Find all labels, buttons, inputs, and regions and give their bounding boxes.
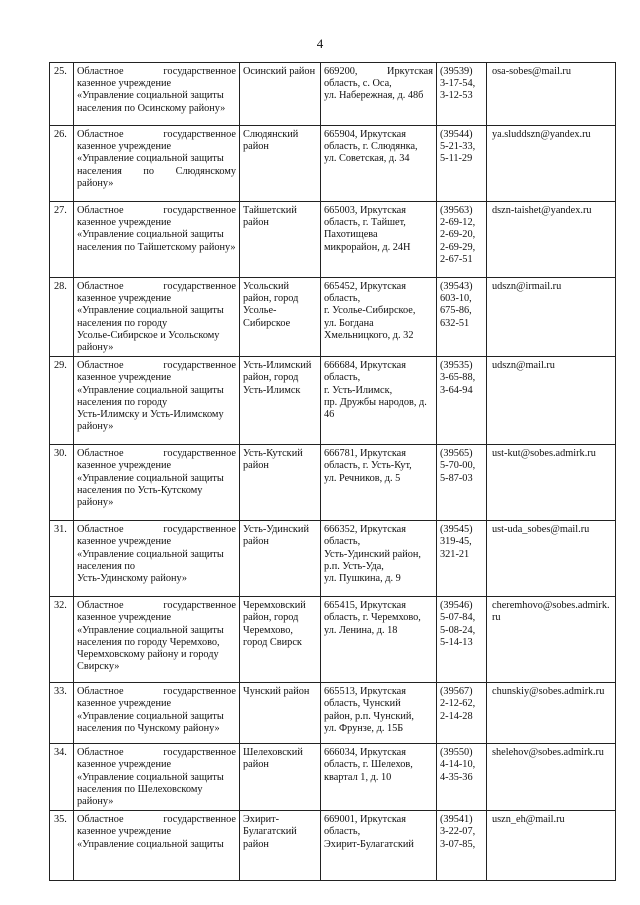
phone-line: 5-11-29: [440, 153, 473, 165]
organization-name-line: «Управление социальной защиты: [77, 384, 224, 396]
organization-name-line: «Управление социальной защиты: [77, 305, 224, 317]
district-line: район: [243, 141, 269, 153]
page-number: 4: [316, 36, 324, 51]
organization-name-line: Областное государственное казенное учреждение: [77, 747, 236, 771]
row-number: 33.: [50, 683, 74, 744]
address-line: квартал 1, д. 10: [324, 771, 392, 783]
row-number: 34.: [50, 744, 74, 811]
district-line: Черемхово,: [243, 624, 293, 636]
table-row: [50, 278, 616, 357]
address-line: ул. Богдана: [324, 317, 374, 329]
phone-line: 5-87-03: [440, 472, 473, 484]
address-line: область, Чунский: [324, 698, 401, 710]
organization-name-line: населения по Шелеховскому: [77, 783, 203, 795]
phone-line: (39546): [440, 600, 473, 612]
phone: [437, 445, 487, 521]
district-line: Шелеховский: [243, 747, 303, 759]
organization-name: [74, 521, 240, 597]
organization-name-line: Областное государственное казенное учреждение: [77, 281, 236, 305]
phone-line: 321-21: [440, 548, 470, 560]
organization-name-line: населения по Чунскому району»: [77, 722, 220, 734]
district: [240, 202, 321, 278]
email: chunskiy@sobes.admirk.ru: [487, 683, 616, 744]
address-line: ул. Ленина, д. 18: [324, 624, 398, 636]
address-line: область, г. Слюдянка,: [324, 141, 418, 153]
organization-name-line: населения по городу Черемхово,: [77, 636, 220, 648]
district: [240, 445, 321, 521]
organization-name-line: населения по городу: [77, 317, 168, 329]
address-line: 665003, Иркутская: [324, 205, 406, 216]
address-line: 669001, Иркутская: [324, 814, 406, 826]
phone-line: 4-35-36: [440, 771, 473, 783]
district-line: город Свирск: [243, 636, 302, 648]
email: udszn@irmail.ru: [487, 278, 616, 357]
phone-line: (39550): [440, 747, 473, 759]
district: [240, 597, 321, 683]
organization-name-line: «Управление социальной защиты: [77, 153, 224, 165]
district-line: Чунский район: [243, 686, 310, 698]
address-line: ул. Фрунзе, д. 15Б: [324, 722, 404, 734]
table-row: [50, 597, 616, 683]
address-line: Усть-Удинский район,: [324, 548, 421, 560]
email: uszn_eh@mail.ru: [487, 811, 616, 881]
phone: [437, 521, 487, 597]
address: [321, 744, 437, 811]
organization-name-line: населения по Усть-Кутскому: [77, 484, 203, 496]
organization-name: [74, 597, 240, 683]
table-row: [50, 521, 616, 597]
organization-name: [74, 278, 240, 357]
organization-name-line: Областное государственное казенное учреждение: [77, 600, 236, 624]
address-line: 665452, Иркутская: [324, 281, 406, 292]
phone-line: 5-08-24,: [440, 624, 476, 636]
organization-name-line: Областное государственное казенное учреждение: [77, 686, 236, 710]
district-line: Усольский: [243, 281, 290, 292]
phone: [437, 63, 487, 126]
phone-line: 2-12-62,: [440, 698, 476, 710]
table-row: [50, 357, 616, 445]
phone-line: 319-45,: [440, 536, 472, 548]
organization-name-line: Областное государственное казенное учреждение: [77, 66, 236, 90]
table-row: [50, 744, 616, 811]
phone: [437, 597, 487, 683]
organization-name: [74, 445, 240, 521]
email: cheremhovo@sobes.admirk.ru: [487, 597, 616, 683]
email: ust-uda_sobes@mail.ru: [487, 521, 616, 597]
phone-line: (39543): [440, 281, 473, 292]
organization-name: [74, 811, 240, 881]
district-line: Усть-Илимск: [243, 384, 301, 396]
district-line: Слюдянский: [243, 129, 299, 140]
phone-line: 675-86,: [440, 305, 472, 317]
organization-name-line: населения по Осинскому району»: [77, 102, 226, 114]
phone-line: (39565): [440, 448, 473, 460]
address-line: область,: [324, 536, 361, 548]
district-line: район: [243, 838, 269, 850]
email: ust-kut@sobes.admirk.ru: [487, 445, 616, 521]
row-number: 29.: [50, 357, 74, 445]
district: [240, 521, 321, 597]
organization-name-line: населения по городу: [77, 396, 168, 408]
email: osa-sobes@mail.ru: [487, 63, 616, 126]
address-line: 666352, Иркутская: [324, 524, 406, 536]
agencies-table: [49, 62, 616, 881]
organization-name-line: «Управление социальной защиты: [77, 90, 224, 102]
row-number: 35.: [50, 811, 74, 881]
address-line: г. Усолье-Сибирское,: [324, 305, 416, 317]
row-number: 26.: [50, 126, 74, 202]
address-line: область, г. Шелехов,: [324, 759, 413, 771]
district-line: район: [243, 460, 269, 472]
district-line: район, город: [243, 612, 299, 624]
phone-line: 4-14-10,: [440, 759, 476, 771]
district-line: Сибирское: [243, 317, 291, 329]
row-number: 25.: [50, 63, 74, 126]
address-line: пр. Дружбы народов, д.: [324, 396, 427, 408]
table-row: [50, 126, 616, 202]
phone-line: 3-17-54,: [440, 78, 476, 90]
organization-name-line: Областное государственное казенное учреждение: [77, 814, 236, 838]
agencies-table-body: [50, 63, 616, 881]
organization-name: [74, 202, 240, 278]
district: [240, 744, 321, 811]
phone: [437, 744, 487, 811]
phone-line: (39545): [440, 524, 473, 536]
organization-name-line: Черемховскому району и городу: [77, 649, 219, 661]
row-number: 31.: [50, 521, 74, 597]
phone: [437, 683, 487, 744]
district-line: Тайшетский: [243, 205, 297, 216]
organization-name-line: Областное государственное казенное учреждение: [77, 360, 236, 384]
address: [321, 357, 437, 445]
district: [240, 357, 321, 445]
address-line: район, р.п. Чунский,: [324, 710, 414, 722]
row-number: 28.: [50, 278, 74, 357]
row-number: 27.: [50, 202, 74, 278]
district-line: Эхирит-: [243, 814, 280, 826]
phone: [437, 126, 487, 202]
phone-line: (39535): [440, 360, 473, 372]
address: [321, 811, 437, 881]
address: [321, 126, 437, 202]
phone-line: (39563): [440, 205, 473, 216]
phone: [437, 202, 487, 278]
district-line: район, город: [243, 293, 299, 305]
organization-name-line: населения по Тайшетскому району»: [77, 241, 236, 253]
organization-name-line: «Управление социальной защиты: [77, 472, 224, 484]
phone: [437, 811, 487, 881]
phone-line: 5-21-33,: [440, 141, 476, 153]
phone-line: 2-14-28: [440, 710, 473, 722]
phone-line: (39539): [440, 66, 473, 77]
organization-name-line: Усть-Илимску и Усть-Илимскому: [77, 409, 224, 421]
organization-name-line: «Управление социальной защиты: [77, 548, 224, 560]
district-line: Черемховский: [243, 600, 306, 612]
phone-line: 3-64-94: [440, 384, 473, 396]
phone-line: 3-22-07,: [440, 826, 476, 838]
address-line: г. Усть-Илимск,: [324, 384, 393, 396]
address-line: область, г. Усть-Кут,: [324, 460, 412, 472]
organization-name-line: району»: [77, 342, 114, 354]
organization-name-line: «Управление социальной защиты: [77, 710, 224, 722]
email: ya.sluddszn@yandex.ru: [487, 126, 616, 202]
address-line: 46: [324, 409, 335, 421]
district-line: Усть-Кутский: [243, 448, 303, 460]
district-line: район: [243, 759, 269, 771]
phone-line: 3-65-88,: [440, 372, 476, 384]
address-line: микрорайон, д. 24Н: [324, 241, 411, 253]
organization-name-line: населения по Слюдянскому району»: [77, 165, 236, 189]
district: [240, 811, 321, 881]
organization-name-line: «Управление социальной защиты: [77, 838, 224, 850]
organization-name-line: Усть-Удинскому району»: [77, 573, 188, 585]
organization-name-line: Областное государственное казенное учреждение: [77, 448, 236, 472]
address: [321, 278, 437, 357]
address-line: область, г. Тайшет,: [324, 217, 406, 229]
address-line: Хмельницкого, д. 32: [324, 329, 414, 341]
phone-line: 2-69-12,: [440, 217, 476, 229]
table-row: [50, 811, 616, 881]
phone-line: 2-69-20,: [440, 229, 476, 241]
organization-name: [74, 357, 240, 445]
address-line: 669200, Иркутская область, с. Оса,: [324, 66, 433, 90]
district-line: район, город: [243, 372, 299, 384]
phone-line: 2-69-29,: [440, 241, 476, 253]
district: [240, 683, 321, 744]
phone-line: (39567): [440, 686, 473, 698]
phone: [437, 357, 487, 445]
phone-line: 603-10,: [440, 293, 472, 305]
address: [321, 597, 437, 683]
organization-name-line: «Управление социальной защиты: [77, 229, 224, 241]
phone-line: 5-07-84,: [440, 612, 476, 624]
phone-line: 3-07-85,: [440, 838, 476, 850]
organization-name: [74, 744, 240, 811]
address-line: ул. Пушкина, д. 9: [324, 573, 401, 585]
address-line: область, г. Черемхово,: [324, 612, 421, 624]
organization-name: [74, 126, 240, 202]
phone: [437, 278, 487, 357]
organization-name-line: Областное государственное казенное учреждение: [77, 129, 236, 153]
organization-name: [74, 683, 240, 744]
address: [321, 683, 437, 744]
email: dszn-taishet@yandex.ru: [487, 202, 616, 278]
address-line: 665513, Иркутская: [324, 686, 406, 698]
table-row: [50, 63, 616, 126]
table-row: [50, 202, 616, 278]
organization-name-line: «Управление социальной защиты: [77, 771, 224, 783]
address-line: Пахотищева: [324, 229, 378, 241]
organization-name-line: населения по: [77, 560, 136, 572]
table-row: [50, 445, 616, 521]
district-line: район: [243, 217, 269, 229]
address-line: 666034, Иркутская: [324, 747, 406, 759]
phone-line: 5-70-00,: [440, 460, 476, 472]
phone-line: (39541): [440, 814, 473, 826]
address-line: Эхирит-Булагатский: [324, 838, 414, 850]
organization-name-line: Областное государственное казенное учреждение: [77, 205, 236, 229]
organization-name-line: району»: [77, 497, 114, 509]
organization-name-line: району»: [77, 421, 114, 433]
address: [321, 63, 437, 126]
district: [240, 126, 321, 202]
organization-name-line: Областное государственное казенное учреждение: [77, 524, 236, 548]
phone-line: 5-14-13: [440, 636, 473, 648]
district-line: Усть-Илимский: [243, 360, 312, 372]
email: udszn@mail.ru: [487, 357, 616, 445]
district-line: Усть-Удинский: [243, 524, 309, 536]
address-line: ул. Набережная, д. 48б: [324, 90, 424, 102]
phone-line: 2-67-51: [440, 253, 473, 265]
address-line: ул. Советская, д. 34: [324, 153, 410, 165]
district-line: Булагатский: [243, 826, 297, 838]
address-line: область,: [324, 372, 361, 384]
district-line: Усолье-: [243, 305, 277, 317]
district-line: район: [243, 536, 269, 548]
email: shelehov@sobes.admirk.ru: [487, 744, 616, 811]
district: [240, 278, 321, 357]
table-row: [50, 683, 616, 744]
organization-name-line: Усолье-Сибирское и Усольскому: [77, 329, 220, 341]
row-number: 30.: [50, 445, 74, 521]
organization-name-line: району»: [77, 796, 114, 808]
address-line: область,: [324, 826, 361, 838]
district: [240, 63, 321, 126]
address: [321, 445, 437, 521]
organization-name: [74, 63, 240, 126]
address: [321, 202, 437, 278]
district-line: Осинский район: [243, 66, 316, 77]
organization-name-line: Свирску»: [77, 661, 120, 673]
phone-line: 632-51: [440, 317, 470, 329]
address-line: 665415, Иркутская: [324, 600, 406, 612]
address-line: р.п. Усть-Уда,: [324, 560, 384, 572]
phone-line: 3-12-53: [440, 90, 473, 102]
address-line: 666781, Иркутская: [324, 448, 406, 460]
organization-name-line: «Управление социальной защиты: [77, 624, 224, 636]
address-line: 665904, Иркутская: [324, 129, 406, 140]
address-line: область,: [324, 293, 361, 305]
address-line: 666684, Иркутская: [324, 360, 406, 372]
phone-line: (39544): [440, 129, 473, 140]
row-number: 32.: [50, 597, 74, 683]
address-line: ул. Речников, д. 5: [324, 472, 401, 484]
address: [321, 521, 437, 597]
